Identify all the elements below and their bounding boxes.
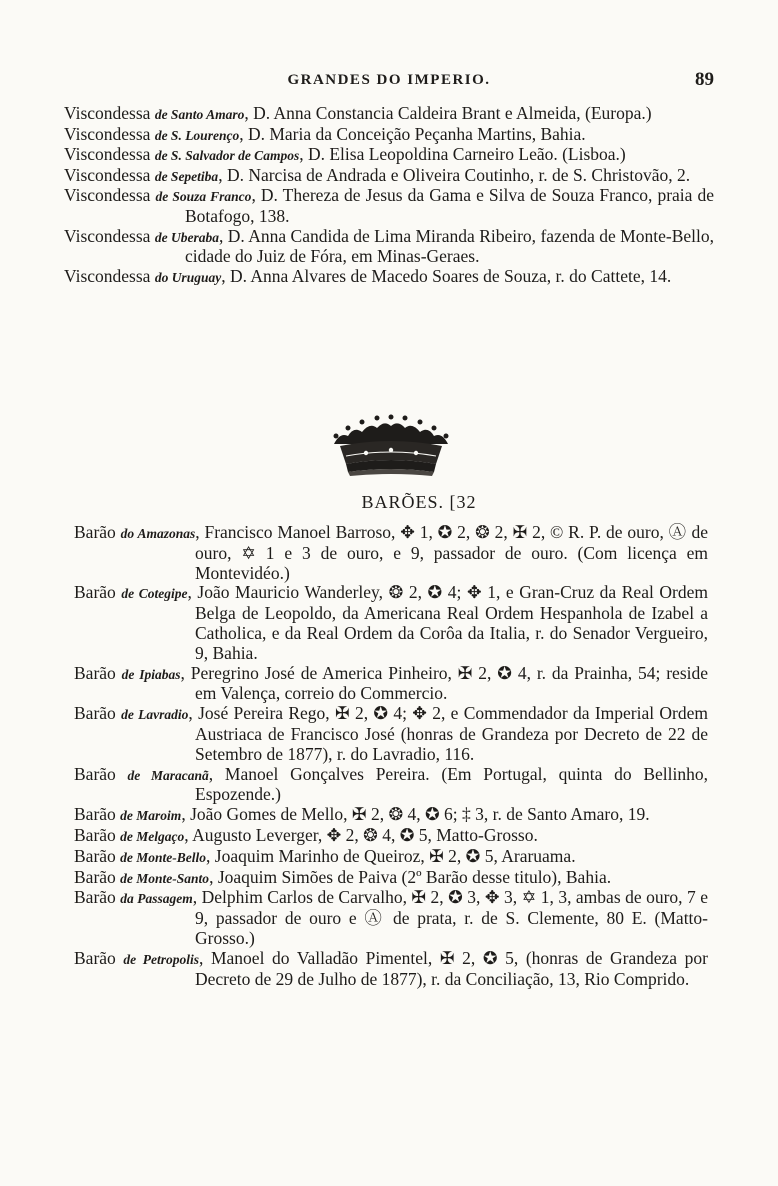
list-item: Barão de Maroim, João Gomes de Mello, ✠ 2, ❂ 4, ✪ 6; ‡ 3, r. de Santo Amaro, 19.: [74, 804, 650, 825]
running-title: GRANDES DO IMPERIO.: [287, 72, 491, 88]
page-number: 89: [695, 69, 714, 90]
list-item: Barão de Lavradio, José Pereira Rego, ✠ 2, ✪ 4; ✥ 2, e Commendador da Imperial Ordem Austriaca de Francisco José (honras de Grandeza por Decreto de 22 de Setembro de 1877), r. do Lavradio, 116.: [74, 703, 708, 764]
list-item: Barão de Cotegipe, João Mauricio Wanderley, ❂ 2, ✪ 4; ✥ 1, e Gran-Cruz da Real Ordem Belga de Leopoldo, da Americana Real Ordem Hespanhola de Izabel a Catholica, e da Real Ordem da Corôa da Italia, r. do Senador Vergueiro, 9, Bahia.: [74, 582, 708, 663]
list-item: Barão de Petropolis, Manoel do Valladão Pimentel, ✠ 2, ✪ 5, (honras de Grandeza por Decreto de 29 de Julho de 1877), r. da Conciliação, 13, Rio Comprido.: [74, 947, 708, 989]
crown-icon: [326, 406, 456, 482]
list-item: Barão de Ipiabas, Peregrino José de America Pinheiro, ✠ 2, ✪ 4, r. da Prainha, 54; reside em Valença, correio do Commercio.: [74, 662, 709, 704]
baroes-list: [74, 523, 708, 989]
list-item: Barão de Monte-Bello, Joaquim Marinho de Queiroz, ✠ 2, ✪ 5, Araruama.: [74, 845, 576, 866]
list-item: Viscondessa de S. Lourenço, D. Maria da Conceição Peçanha Martins, Bahia.: [64, 123, 586, 144]
viscondessas-list: [64, 104, 714, 287]
list-item: Viscondessa de Souza Franco, D. Thereza de Jesus da Gama e Silva de Souza Franco, praia de Botafogo, 138.: [64, 185, 715, 226]
list-item: Barão de Maracanã, Manoel Gonçalves Pereira. (Em Portugal, quinta do Bellinho, Espozende.): [74, 763, 709, 805]
list-item: Viscondessa de Uberaba, D. Anna Candida de Lima Miranda Ribeiro, fazenda de Monte-Bello, cidade do Juiz de Fóra, em Minas-Geraes.: [64, 225, 714, 267]
list-item: Barão da Passagem, Delphim Carlos de Carvalho, ✠ 2, ✪ 3, ✥ 3, ✡ 1, 3, ambas de ouro, 7 e 9, passador de ouro e Ⓐ de prata, r. de S. Clemente, 80 E. (Matto-Grosso.): [74, 887, 708, 948]
list-item: Barão do Amazonas, Francisco Manoel Barroso, ✥ 1, ✪ 2, ❂ 2, ✠ 2, © R. P. de ouro, Ⓐ de ouro, ✡ 1 e 3 de ouro, e 9, passador de ouro. (Com licença em Montevidéo.): [74, 522, 708, 583]
list-item: Viscondessa de Santo Amaro, D. Anna Constancia Caldeira Brant e Almeida, (Europa.): [64, 103, 652, 123]
list-item: Barão de Monte-Santo, Joaquim Simões de Paiva (2º Barão desse titulo), Bahia.: [74, 866, 612, 887]
section-heading: BARÕES. [32: [361, 492, 477, 512]
running-header: [64, 69, 714, 94]
list-item: Barão de Melgaço, Augusto Leverger, ✥ 2, ❂ 4, ✪ 5, Matto-Grosso.: [74, 824, 538, 845]
list-item: Viscondessa de S. Salvador de Campos, D. Elisa Leopoldina Carneiro Leão. (Lisboa.): [64, 144, 626, 165]
list-item: Viscondessa de Sepetiba, D. Narcisa de Andrada e Oliveira Coutinho, r. de S. Christovão, 2.: [64, 164, 691, 185]
list-item: Viscondessa do Uruguay, D. Anna Alvares de Macedo Soares de Souza, r. do Cattete, 14.: [64, 265, 672, 286]
